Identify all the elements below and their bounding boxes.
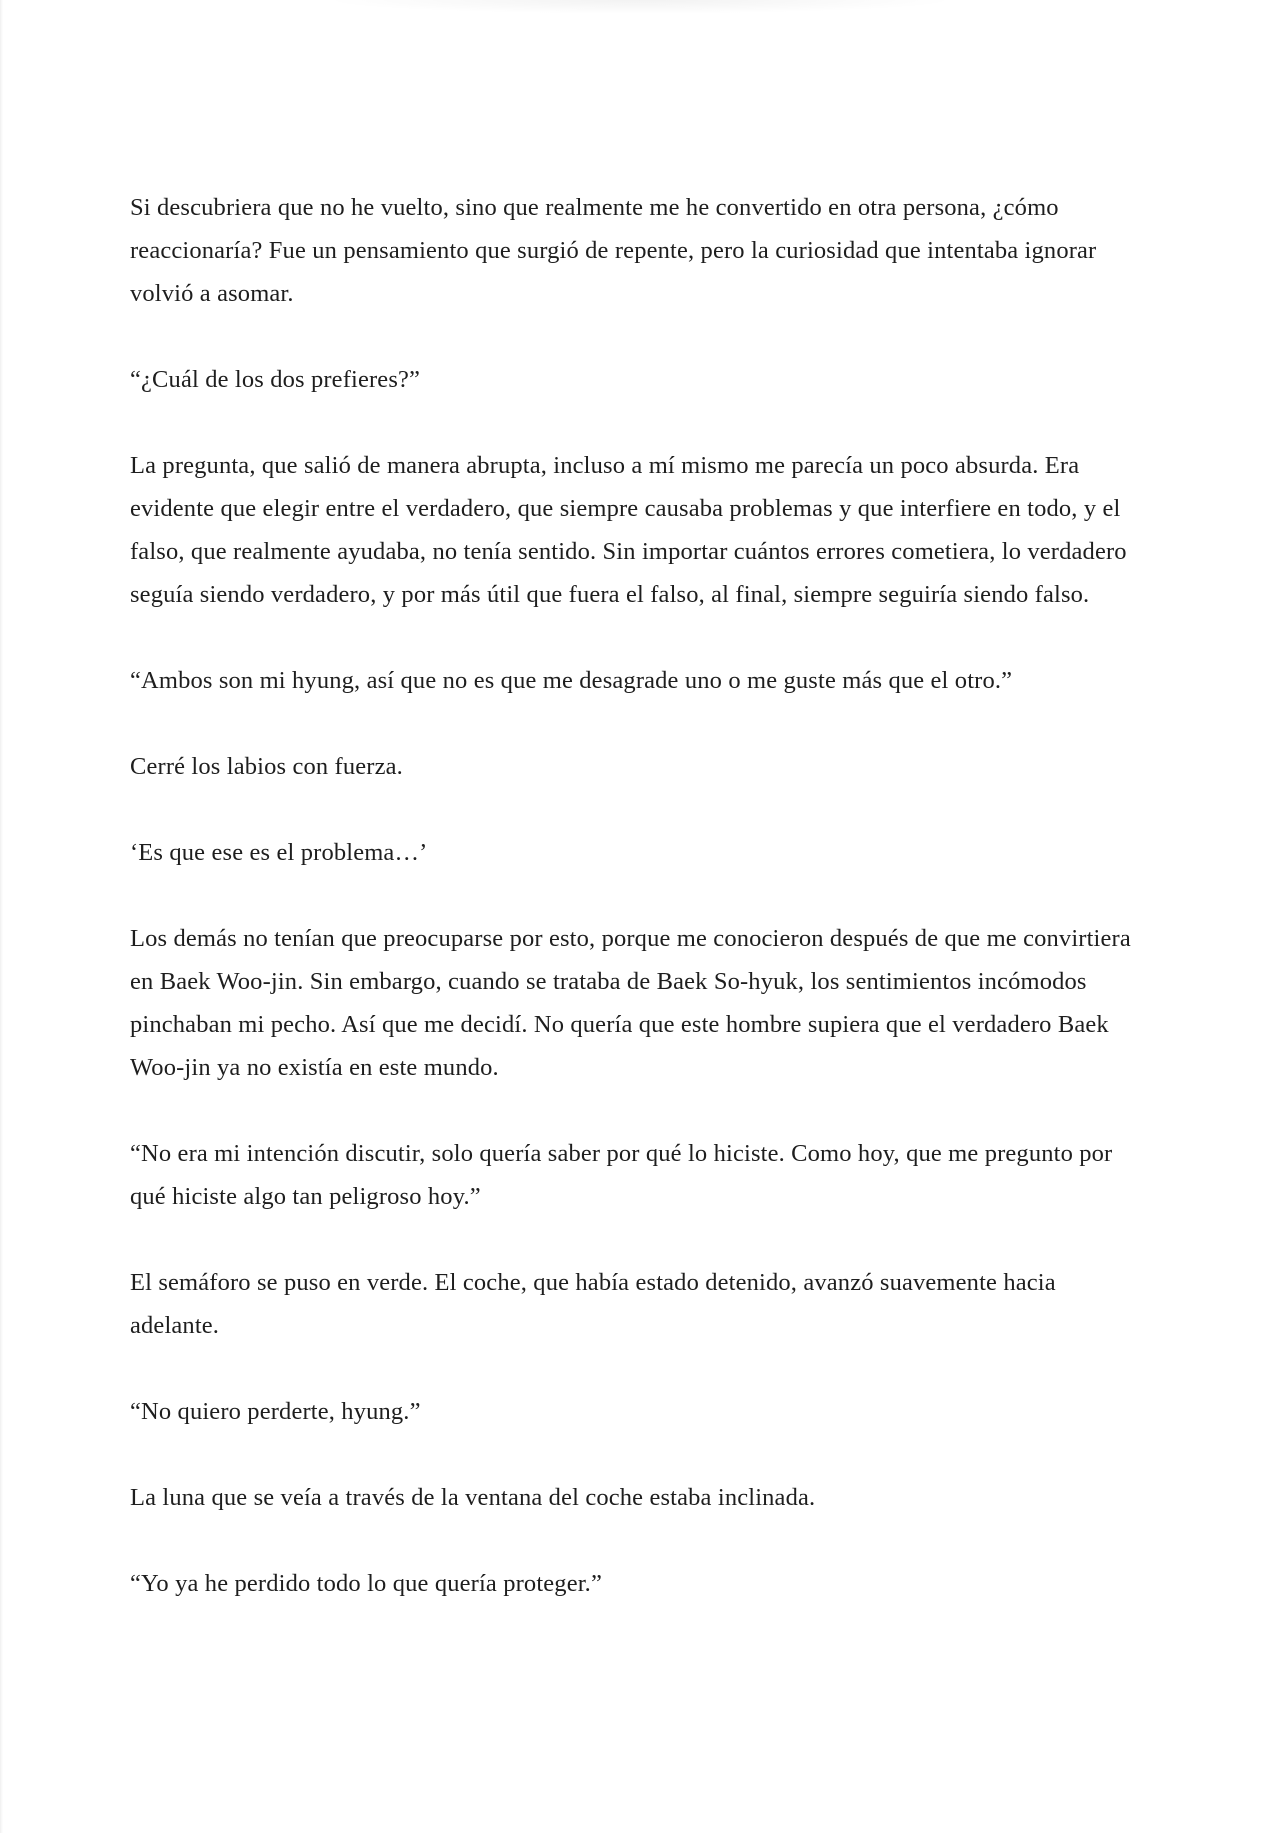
- paragraph-6: ‘Es que ese es el problema…’: [130, 839, 428, 866]
- paragraph-9: El semáforo se puso en verde. El coche, que había estado detenido, avanzó suavemente hacia adelante.: [130, 1269, 1056, 1339]
- paragraph-8: “No era mi intención discutir, solo quería saber por qué lo hiciste. Como hoy, que me pregunto por qué hiciste algo tan peligroso hoy.”: [130, 1140, 1113, 1210]
- paragraph-7: Los demás no tenían que preocuparse por esto, porque me conocieron después de que me convirtiera en Baek Woo-jin. Sin embargo, cuando se trataba de Baek So-hyuk, los sentimientos incómodos pinchaban mi pecho. Así que me decidí. No quería que este hombre supiera que el verdadero Baek Woo-jin ya no existía en este mundo.: [130, 925, 1131, 1081]
- paragraph-12: “Yo ya he perdido todo lo que quería proteger.”: [130, 1570, 602, 1597]
- document-page: [130, 186, 1150, 1648]
- paragraph-10: “No quiero perderte, hyung.”: [130, 1398, 421, 1425]
- top-page-shadow: [320, 0, 960, 14]
- paragraph-3: La pregunta, que salió de manera abrupta, incluso a mí mismo me parecía un poco absurda. Era evidente que elegir entre el verdadero, que siempre causaba problemas y que interfiere en todo, y el falso, que realmente ayudaba, no tenía sentido. Sin importar cuántos errores cometiera, lo verdadero seguía siendo verdadero, y por más útil que fuera el falso, al final, siempre seguiría siendo falso.: [130, 452, 1127, 608]
- paragraph-4: “Ambos son mi hyung, así que no es que me desagrade uno o me guste más que el otro.”: [130, 667, 1013, 694]
- paragraph-5: Cerré los labios con fuerza.: [130, 753, 403, 780]
- paragraph-1: Si descubriera que no he vuelto, sino que realmente me he convertido en otra persona, ¿cómo reaccionaría? Fue un pensamiento que surgió de repente, pero la curiosidad que intentaba ignorar volvió a asomar.: [130, 194, 1097, 307]
- left-page-edge: [0, 0, 3, 1833]
- paragraph-11: La luna que se veía a través de la ventana del coche estaba inclinada.: [130, 1484, 816, 1511]
- paragraph-2: “¿Cuál de los dos prefieres?”: [130, 366, 421, 393]
